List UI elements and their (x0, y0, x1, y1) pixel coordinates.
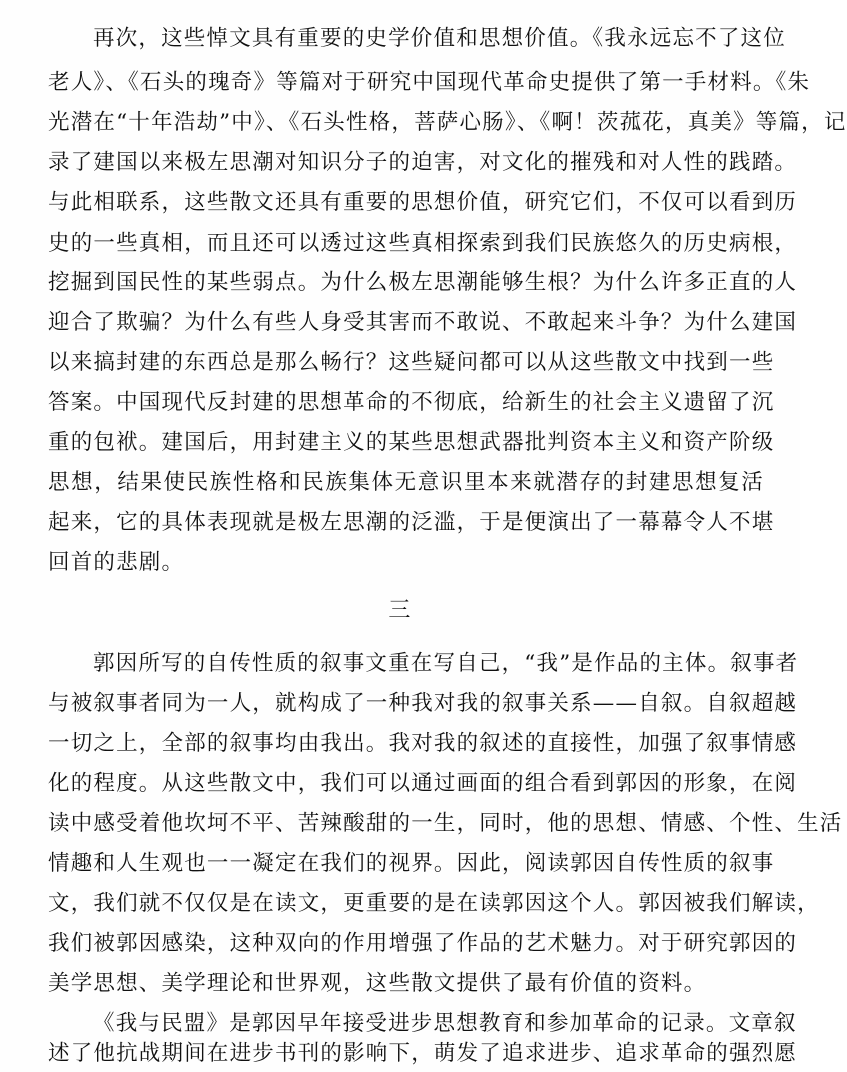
text-line: 化的程度。从这些散文中，我们可以通过画面的组合看到郭因的形象，在阅 (48, 771, 798, 796)
text-line: 述了他抗战期间在进步书刊的影响下，萌发了追求进步、追求革命的强烈愿 (48, 1041, 798, 1066)
text-line: 重的包袱。建国后，用封建主义的某些思想武器批判资本主义和资产阶级 (48, 430, 775, 455)
text-line: 以来搞封建的东西总是那么畅行？这些疑问都可以从这些散文中找到一些 (48, 350, 775, 375)
text-line: 一切之上，全部的叙事均由我出。我对我的叙述的直接性，加强了叙事情感 (48, 731, 798, 756)
section-heading: 三 (388, 598, 412, 623)
text-line: 迎合了欺骗？为什么有些人身受其害而不敢说、不敢起来斗争？为什么建国 (48, 310, 798, 335)
text-line: 史的一些真相，而且还可以透过这些真相探索到我们民族悠久的历史病根， (48, 231, 798, 256)
text-line: 郭因所写的自传性质的叙事文重在写自己，“我”是作品的主体。叙事者 (93, 651, 799, 676)
text-line: 答案。中国现代反封建的思想革命的不彻底，给新生的社会主义遗留了沉 (48, 390, 775, 415)
text-line: 文，我们就不仅仅是在读文，更重要的是在读郭因这个人。郭因被我们解读， (48, 891, 820, 916)
text-line: 与被叙事者同为一人，就构成了一种我对我的叙事关系——自叙。自叙超越 (48, 691, 798, 716)
text-line: 再次，这些悼文具有重要的史学价值和思想价值。《我永远忘不了这位 (93, 26, 786, 51)
text-line: 思想，结果使民族性格和民族集体无意识里本来就潜存的封建思想复活 (48, 470, 764, 495)
text-line: 挖掘到国民性的某些弱点。为什么极左思潮能够生根？为什么许多正直的人 (48, 270, 798, 295)
text-line: 与此相联系，这些散文还具有重要的思想价值，研究它们，不仅可以看到历 (48, 190, 798, 215)
text-line: 我们被郭因感染，这种双向的作用增强了作品的艺术魅力。对于研究郭因的 (48, 931, 798, 956)
text-line: 录了建国以来极左思潮对知识分子的迫害，对文化的摧残和对人性的践踏。 (48, 150, 798, 175)
text-line: 情趣和人生观也一一凝定在我们的视界。因此，阅读郭因自传性质的叙事 (48, 851, 775, 876)
text-line: 老人》、《石头的瑰奇》等篇对于研究中国现代革命史提供了第一手材料。《朱 (48, 70, 811, 95)
text-line: 光潜在“十年浩劫”中》、《石头性格，菩萨心肠》、《啊！茨菰花，真美》等篇，记 (48, 110, 847, 135)
text-line: 读中感受着他坎坷不平、苦辣酸甜的一生，同时，他的思想、情感、个性、生活 (48, 811, 843, 836)
text-line: 回首的悲剧。 (48, 550, 185, 575)
text-line: 起来，它的具体表现就是极左思潮的泛滥，于是便演出了一幕幕令人不堪 (48, 510, 775, 535)
text-line: 美学思想、美学理论和世界观，这些散文提供了最有价值的资料。 (48, 971, 707, 996)
text-line: 《我与民盟》是郭因早年接受进步思想教育和参加革命的记录。文章叙 (93, 1011, 797, 1036)
